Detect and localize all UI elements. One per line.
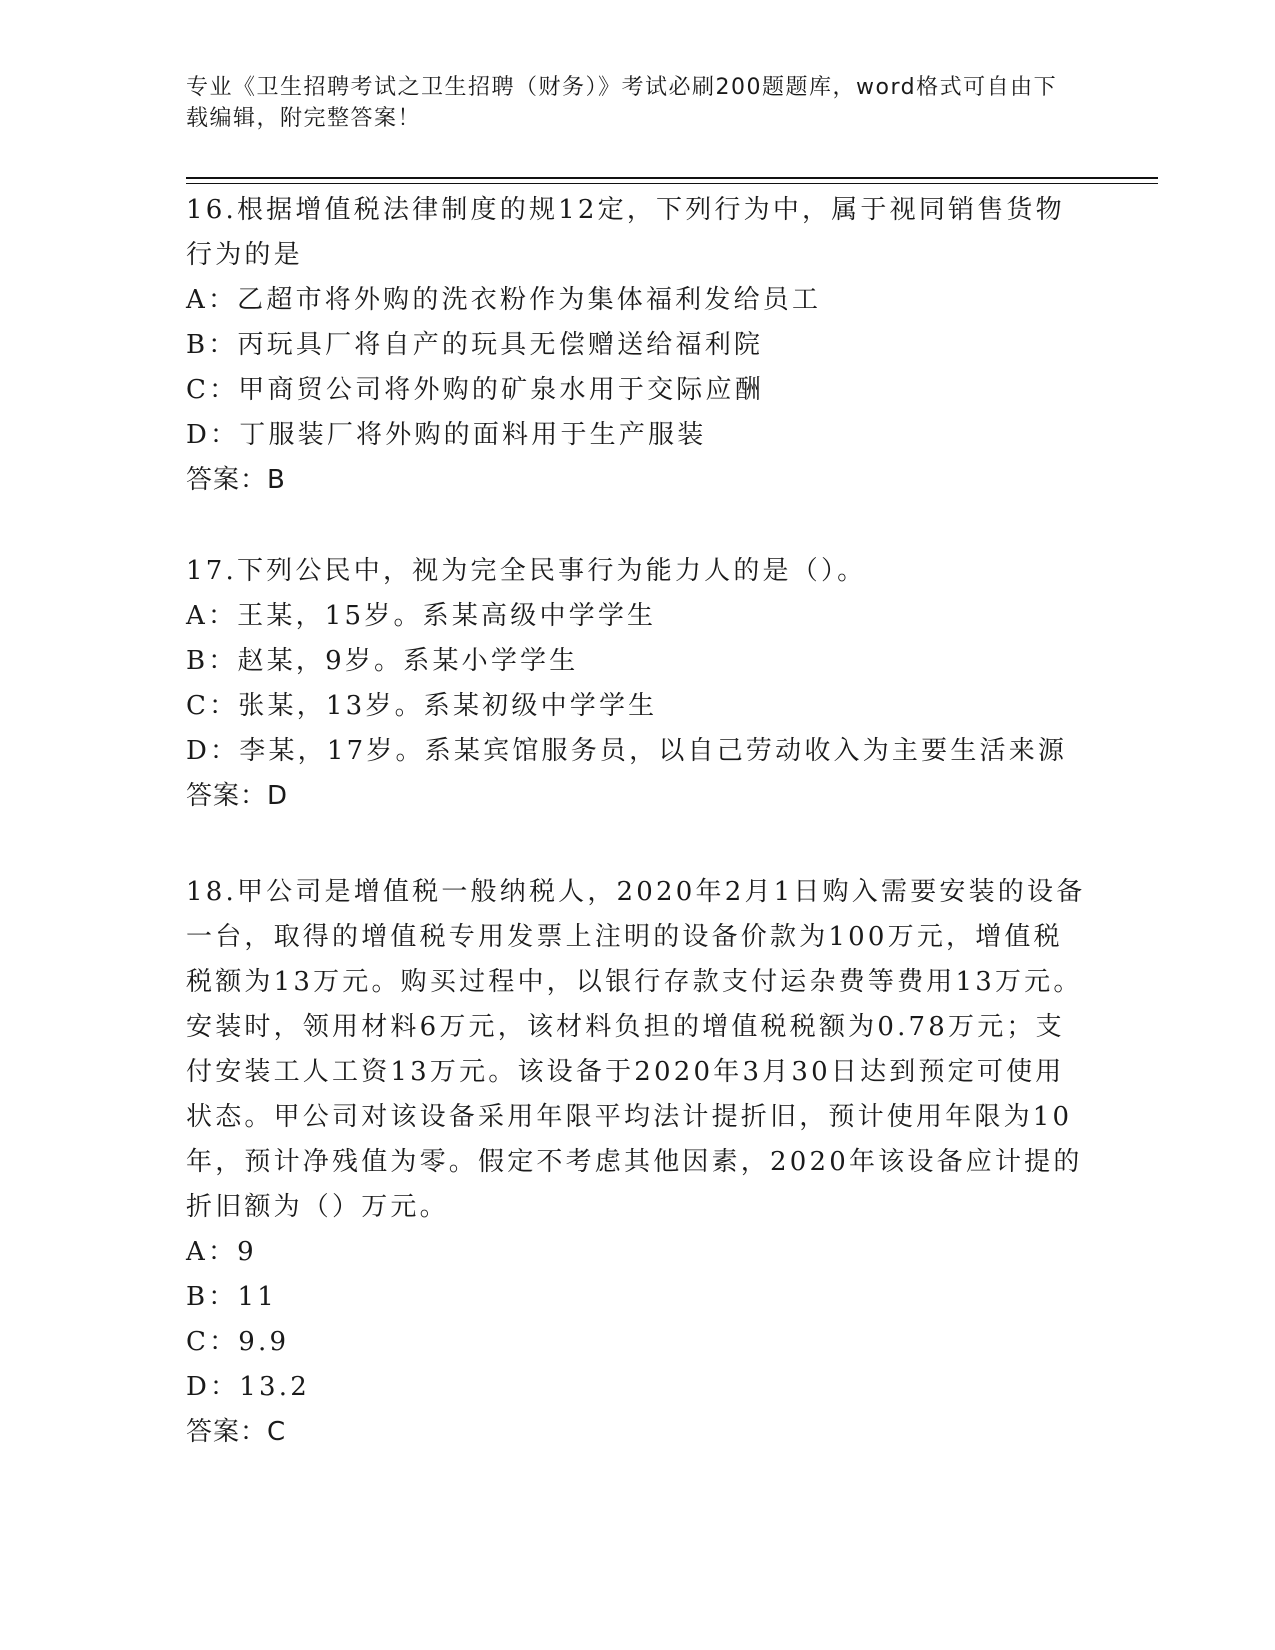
question-stem: 16.根据增值税法律制度的规12定，下列行为中，属于视同销售货物行为的是 <box>186 195 1065 270</box>
option-b: B：11 <box>186 1282 277 1312</box>
header-divider-thin <box>186 183 1158 184</box>
option-d: D：13.2 <box>186 1372 310 1402</box>
answer-line: 答案：D <box>186 781 289 811</box>
question-17 <box>186 549 1086 819</box>
option-c: C：9.9 <box>186 1327 290 1357</box>
header-note: 专业《卫生招聘考试之卫生招聘（财务）》考试必刷200题题库，word格式可自由下载编辑，附完整答案！ <box>186 75 1058 131</box>
option-d: D：李某，17岁。系某宾馆服务员，以自己劳动收入为主要生活来源 <box>186 736 1068 766</box>
header-divider-thick <box>186 177 1158 179</box>
question-stem: 18.甲公司是增值税一般纳税人，2020年2月1日购入需要安装的设备一台，取得的增值税专用发票上注明的设备价款为100万元，增值税税额为13万元。购买过程中，以银行存款支付运杂费等费用13万元。安装时，领用材料6万元，该材料负担的增值税税额为0.78万元；支付安装工人工资13万元。该设备于2020年3月30日达到预定可使用状态。甲公司对该设备采用年限平均法计提折旧，预计使用年限为10年，预计净残值为零。假定不考虑其他因素，2020年该设备应计提的折旧额为（）万元。 <box>186 877 1086 1222</box>
question-18 <box>186 870 1086 1455</box>
answer-line: 答案：B <box>186 465 286 495</box>
question-16 <box>186 188 1086 503</box>
option-a: A：9 <box>186 1237 257 1267</box>
option-a: A：王某，15岁。系某高级中学学生 <box>186 601 657 631</box>
option-c: C：张某，13岁。系某初级中学学生 <box>186 691 658 721</box>
option-c: C：甲商贸公司将外购的矿泉水用于交际应酬 <box>186 375 764 405</box>
option-b: B：丙玩具厂将自产的玩具无偿赠送给福利院 <box>186 330 764 360</box>
question-stem: 17.下列公民中，视为完全民事行为能力人的是（）。 <box>186 556 867 586</box>
option-a: A：乙超市将外购的洗衣粉作为集体福利发给员工 <box>186 285 822 315</box>
option-b: B：赵某，9岁。系某小学学生 <box>186 646 579 676</box>
option-d: D：丁服装厂将外购的面料用于生产服装 <box>186 420 707 450</box>
answer-line: 答案：C <box>186 1417 287 1447</box>
